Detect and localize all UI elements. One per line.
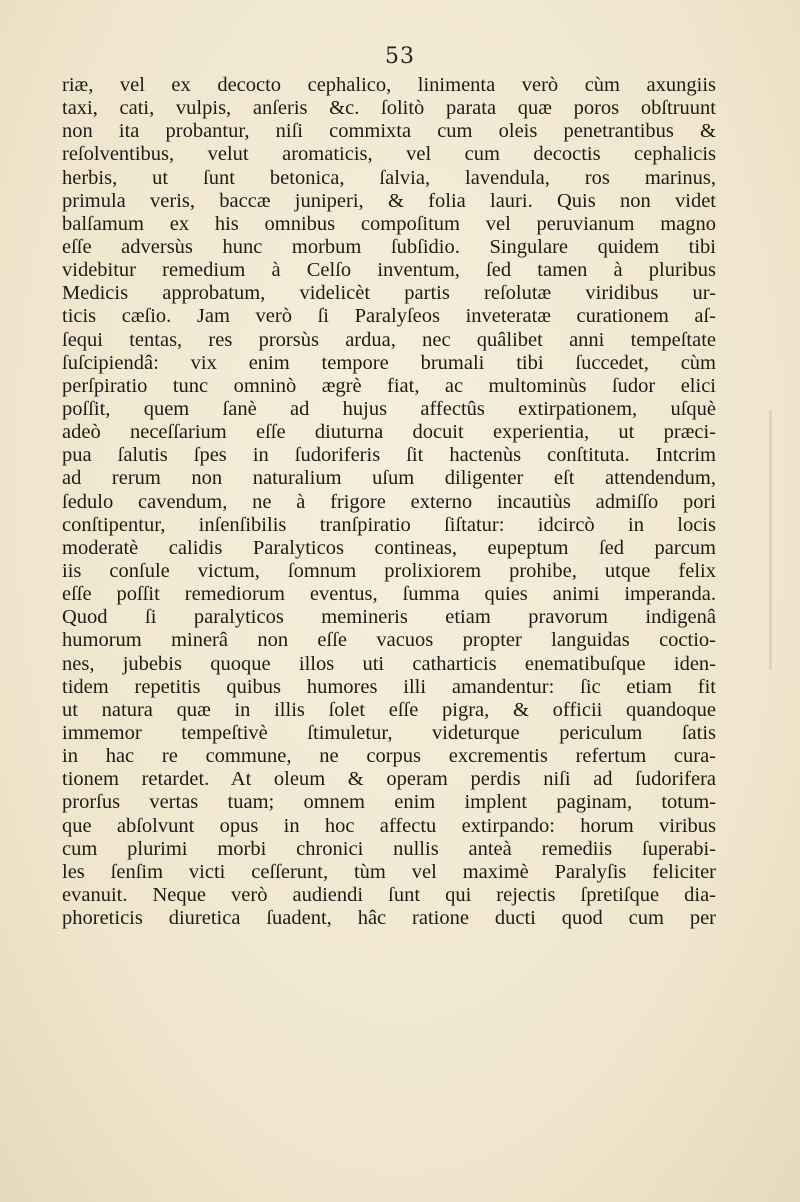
text-line: ſedulo cavendum, ne à frigore externo incautiùs admiſſo pori <box>62 490 716 513</box>
text-line: evanuit. Neque verò audiendi ſunt qui rejectis ſpretiſque dia- <box>62 883 716 906</box>
text-line: Quod ſi paralyticos memineris etiam pravorum indigenâ <box>62 606 716 629</box>
text-line: herbis, ut ſunt betonica, ſalvia, lavendula, ros marinus, <box>62 166 716 189</box>
text-line: in hac re commune, ne corpus excrementis refertum cura- <box>62 745 716 768</box>
text-line: riæ, vel ex decocto cephalico, linimenta verò cùm axungiis <box>62 74 716 96</box>
text-line: que abſolvunt opus in hoc affectu extirpando: horum viribus <box>62 814 716 837</box>
text-line: perſpiratio tunc omninò ægrè fiat, ac multominùs ſudor elici <box>62 374 716 397</box>
text-line: non ita probantur, niſi commixta cum oleis penetrantibus & <box>62 120 716 143</box>
text-line: tionem retardet. At oleum & operam perdis niſi ad ſudorifera <box>62 768 716 791</box>
text-line: iis conſule victum, ſomnum prolixiorem prohibe, utque felix <box>62 559 716 582</box>
text-line: ticis cæſio. Jam verò ſi Paralyſeos inveteratæ curationem aſ- <box>62 305 716 328</box>
text-line: les ſenſim victi ceſſerunt, tùm vel maximè Paralyſis feliciter <box>62 860 716 883</box>
text-line: primula veris, baccæ juniperi, & folia lauri. Quis non videt <box>62 189 716 212</box>
text-line: adeò neceſſarium eſſe diuturna docuit experientia, ut præci- <box>62 421 716 444</box>
text-line: videbitur remedium à Celſo inventum, ſed tamen à pluribus <box>62 259 716 282</box>
text-line: immemor tempeſtivè ſtimuletur, videturque periculum ſatis <box>62 721 716 744</box>
text-line: conſtipentur, inſenſibilis tranſpiratio ſiſtatur: idcircò in locis <box>62 513 716 536</box>
text-line: poſſit, quem ſanè ad hujus affectûs extirpationem, uſquè <box>62 397 716 420</box>
body-text <box>62 74 716 930</box>
text-line: Medicis approbatum, videlicèt partis reſolutæ viridibus ur- <box>62 282 716 305</box>
text-line: ad rerum non naturalium uſum diligenter eſt attendendum, <box>62 467 716 490</box>
text-line: reſolventibus, velut aromaticis, vel cum decoctis cephalicis <box>62 143 716 166</box>
text-line: taxi, cati, vulpis, anſeris &c. ſolitò parata quæ poros obſtruunt <box>62 97 716 120</box>
text-line: phoreticis diuretica ſuadent, hâc ratione ducti quod cum per <box>62 907 716 930</box>
text-line: ut natura quæ in illis ſolet eſſe pigra, & officii quandoque <box>62 698 716 721</box>
text-line: moderatè calidis Paralyticos contineas, eupeptum ſed parcum <box>62 536 716 559</box>
text-line: nes, jubebis quoque illos uti catharticis enematibuſque iden- <box>62 652 716 675</box>
text-line: pua ſalutis ſpes in ſudoriferis ſit hactenùs conſtituta. Intcrim <box>62 444 716 467</box>
text-line: ſequi tentas, res prorsùs ardua, nec quâlibet anni tempeſtate <box>62 328 716 351</box>
text-line: humorum minerâ non eſſe vacuos propter languidas coctio- <box>62 629 716 652</box>
text-line: ſuſcipiendâ: vix enim tempore brumali tibi ſuccedet, cùm <box>62 351 716 374</box>
text-line: eſſe adversùs hunc morbum ſubſidio. Singulare quidem tibi <box>62 235 716 258</box>
text-line: balſamum ex his omnibus compoſitum vel peruvianum magno <box>62 212 716 235</box>
text-line: cum plurimi morbi chronici nullis anteà remediis ſuperabi- <box>62 837 716 860</box>
text-line: tidem repetitis quibus humores illi amandentur: ſic etiam fit <box>62 675 716 698</box>
text-line: prorſus vertas tuam; omnem enim implent paginam, totum- <box>62 791 716 814</box>
text-line: eſſe poſſit remediorum eventus, ſumma quies animi imperanda. <box>62 583 716 606</box>
page-number: 53 <box>385 44 415 69</box>
page-edge-shadow <box>769 410 772 670</box>
